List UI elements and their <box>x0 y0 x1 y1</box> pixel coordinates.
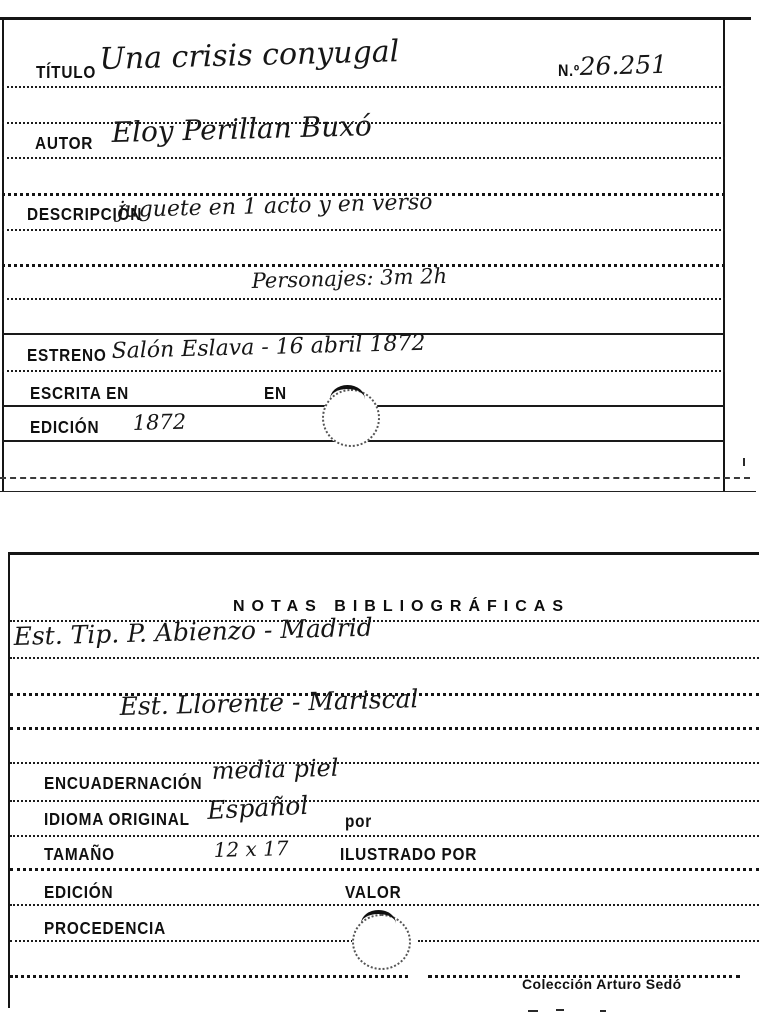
ruled-line <box>10 868 759 871</box>
scan-noise <box>743 458 745 466</box>
scan-noise <box>600 1010 606 1012</box>
ruled-line <box>10 940 353 942</box>
scan-noise <box>528 1010 538 1012</box>
ruled-line <box>2 157 725 159</box>
descripcion-label: DESCRIPCIÓN <box>27 206 143 225</box>
ilustrado-por-label: ILUSTRADO POR <box>340 846 478 865</box>
autor-label: AUTOR <box>35 135 94 154</box>
valor-label: VALOR <box>345 884 402 903</box>
por-label: por <box>345 813 373 832</box>
punch-hole <box>352 914 411 970</box>
encuadernacion-value: media piel <box>211 753 339 785</box>
ruled-line <box>10 904 759 906</box>
card2-top-border <box>8 552 759 555</box>
notas-bibliograficas-header: NOTAS BIBLIOGRÁFICAS <box>233 598 571 615</box>
estreno-label: ESTRENO <box>27 347 107 366</box>
encuadernacion-label: ENCUADERNACIÓN <box>44 775 203 794</box>
descripcion-value: juguete en 1 acto y en verso <box>117 189 433 223</box>
estreno-value: Salón Eslava - 16 abril 1872 <box>111 330 426 364</box>
numero-label: N.º <box>558 62 580 81</box>
ruled-line <box>10 975 408 978</box>
ruled-line <box>2 86 725 88</box>
ruled-line <box>10 835 759 837</box>
edicion-label: EDICIÓN <box>30 419 100 438</box>
collection-stamp: Colección Arturo Sedó <box>522 976 682 992</box>
card1-top-border <box>0 17 751 20</box>
edicion-value: 1872 <box>132 409 187 435</box>
en-label: EN <box>264 385 287 404</box>
ruled-line <box>2 229 725 231</box>
numero-value: 26.251 <box>579 49 668 81</box>
ruled-line <box>10 762 759 764</box>
card1-right-border <box>723 17 725 491</box>
ruled-line <box>10 800 759 802</box>
card1-bottom-border <box>0 491 756 492</box>
autor-value: Eloy Perillan Buxó <box>111 109 373 149</box>
nota-line-2: Est. Llorente - Mariscal <box>119 684 419 721</box>
titulo-label: TÍTULO <box>36 64 97 83</box>
ruled-line <box>2 370 725 372</box>
edicion2-label: EDICIÓN <box>44 884 114 903</box>
ruled-line <box>10 657 759 659</box>
personajes-value: Personajes: 3m 2h <box>251 263 448 293</box>
ruled-line <box>0 477 750 479</box>
ruled-line <box>10 727 759 730</box>
idioma-original-label: IDIOMA ORIGINAL <box>44 811 190 830</box>
titulo-value: Una crisis conyugal <box>99 34 400 77</box>
nota-line-1: Est. Tip. P. Abienzo - Madrid <box>13 612 374 651</box>
idioma-value: Español <box>206 790 310 825</box>
tamano-value: 12 x 17 <box>213 836 289 862</box>
ruled-line <box>2 298 725 300</box>
punch-hole <box>322 389 380 447</box>
escrita-en-label: ESCRITA EN <box>30 385 129 404</box>
card1-left-border <box>2 17 4 491</box>
procedencia-label: PROCEDENCIA <box>44 920 166 939</box>
tamano-label: TAMAÑO <box>44 846 115 865</box>
ruled-line <box>418 940 759 942</box>
scan-noise <box>556 1009 564 1011</box>
